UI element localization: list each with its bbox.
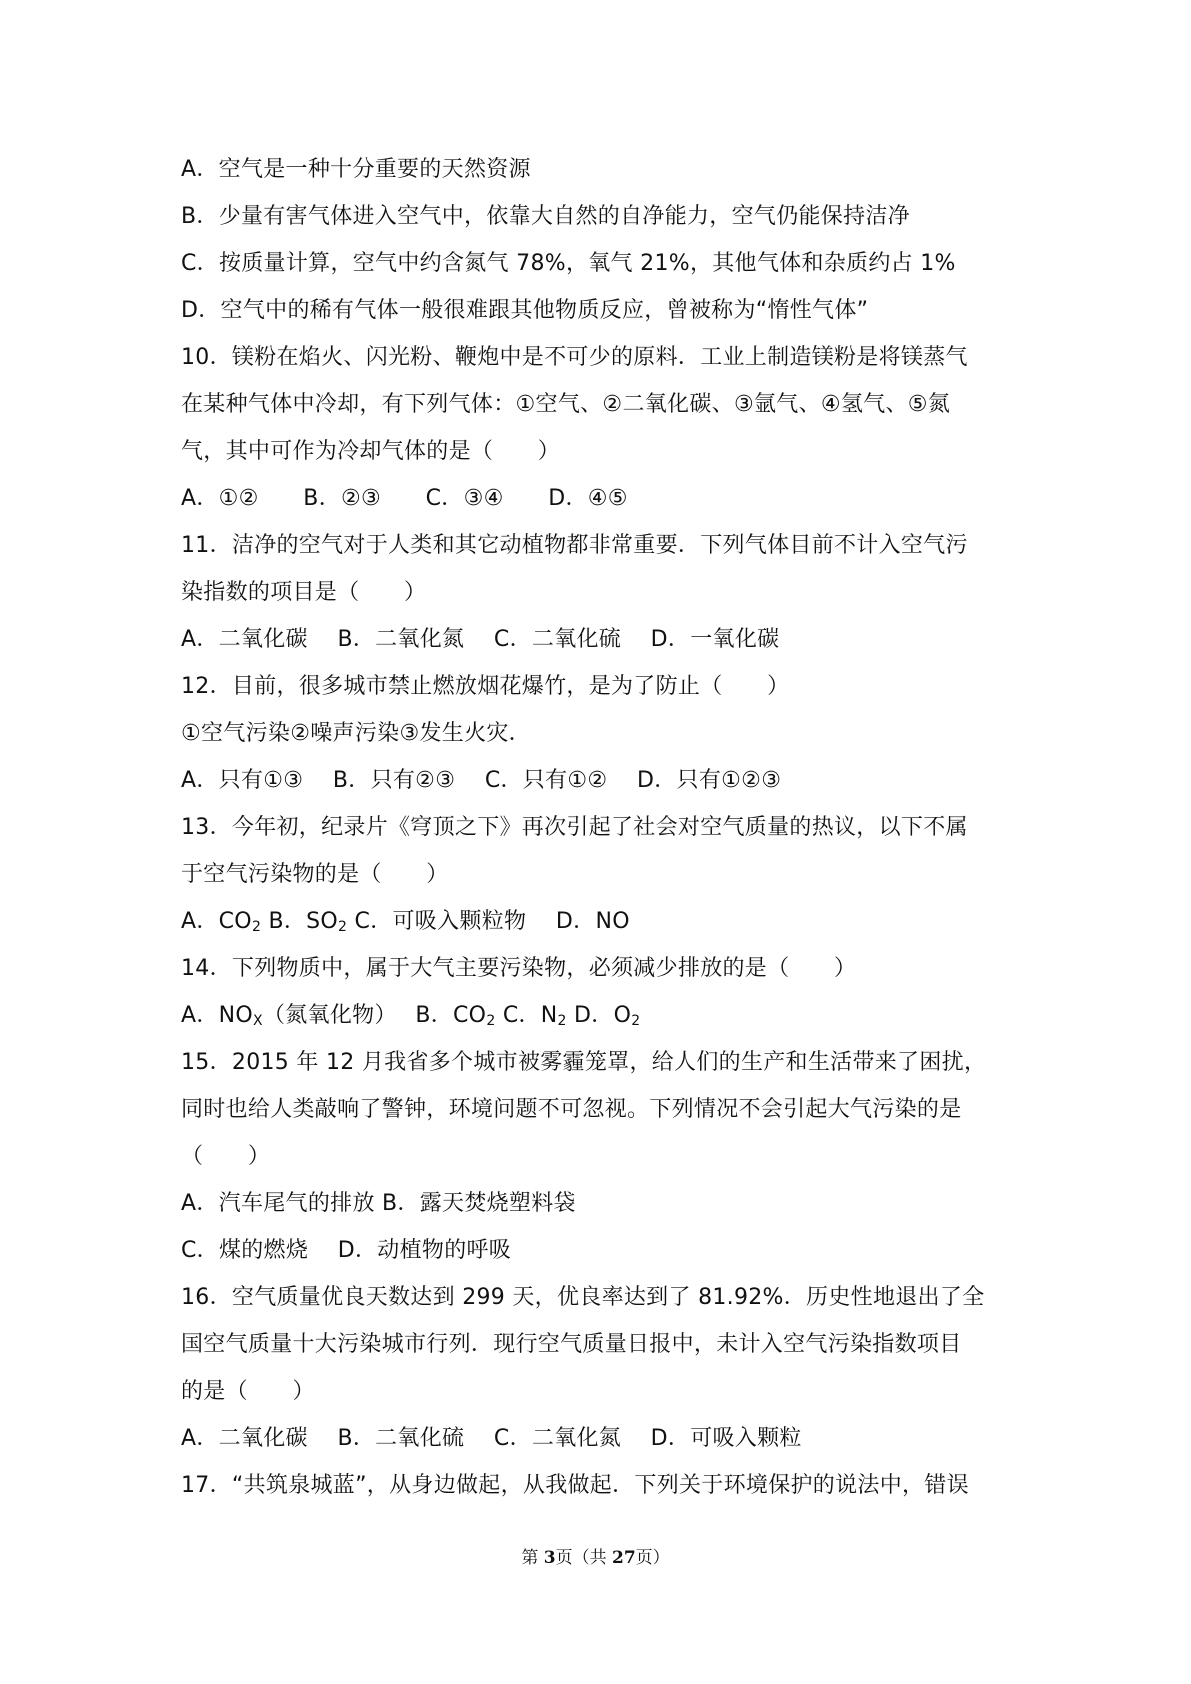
q14-option-a: A．NO: [181, 1003, 254, 1028]
subscript: 2: [631, 1013, 641, 1029]
subscript: 2: [557, 1013, 567, 1029]
page-total: 27: [611, 1548, 636, 1568]
text-line: ①空气污染②噪声污染③发生火灾．: [181, 721, 531, 746]
text-line: 12．目前，很多城市禁止燃放烟花爆竹，是为了防止（ ）: [181, 674, 790, 699]
text-line: A．汽车尾气的排放 B．露天焚烧塑料袋: [181, 1191, 576, 1216]
q14-option-c: C．N: [495, 1003, 558, 1028]
text-line: 同时也给人类敲响了警钟，环境问题不可忽视。下列情况不会引起大气污染的是: [181, 1097, 962, 1122]
subscript: X: [253, 1013, 263, 1029]
subscript: 2: [251, 919, 262, 935]
page-footer: [0, 1543, 1191, 1568]
text-line: 于空气污染物的是（ ）: [181, 862, 449, 887]
text-line: A．二氧化碳 B．二氧化氮 C．二氧化硫 D．一氧化碳: [181, 627, 780, 652]
subscript: 2: [338, 919, 348, 935]
text-line: 的是（ ）: [181, 1379, 315, 1404]
subscript: 2: [486, 1013, 496, 1029]
text-line: 16．空气质量优良天数达到 299 天，优良率达到了 81.92%．历史性地退出了全: [181, 1285, 985, 1310]
text-line: C．煤的燃烧 D．动植物的呼吸: [181, 1238, 512, 1263]
page-number: 3: [543, 1548, 556, 1568]
text-line: D．空气中的稀有气体一般很难跟其他物质反应，曾被称为“惰性气体”: [181, 298, 869, 323]
text-line: 国空气质量十大污染城市行列．现行空气质量日报中，未计入空气污染指数项目: [181, 1332, 962, 1357]
q14-stem: 14．下列物质中，属于大气主要污染物，必须减少排放的是（ ）: [181, 956, 857, 981]
q14-options: [181, 992, 1021, 1039]
text-line: A．二氧化碳 B．二氧化硫 C．二氧化氮 D．可吸入颗粒: [181, 1426, 802, 1451]
q14-option-b: （氮氧化物） B．CO: [262, 1003, 487, 1028]
text-line: 染指数的项目是（ ）: [181, 580, 427, 605]
text-line: 11．洁净的空气对于人类和其它动植物都非常重要．下列气体目前不计入空气污: [181, 533, 968, 558]
text-line: （ ）: [181, 1144, 271, 1169]
text-line: 气，其中可作为冷却气体的是（ ）: [181, 439, 561, 464]
q13-options: [181, 898, 1021, 945]
text-line: A．①② B．②③ C．③④ D．④⑤: [181, 486, 628, 511]
text-line: A．空气是一种十分重要的天然资源: [181, 157, 531, 182]
text-line: 17．“共筑泉城蓝”，从身边做起，从我做起．下列关于环境保护的说法中，错误: [181, 1473, 969, 1498]
text-line: 15．2015 年 12 月我省多个城市被雾霾笼罩，给人们的生产和生活带来了困扰，: [181, 1050, 987, 1075]
q13-option-a: A．CO: [181, 909, 252, 934]
text-line: B．少量有害气体进入空气中，依靠大自然的自净能力，空气仍能保持洁净: [181, 204, 910, 229]
text-line: 10．镁粉在焰火、闪光粉、鞭炮中是不可少的原料．工业上制造镁粉是将镁蒸气: [181, 345, 968, 370]
footer-prefix: 第: [521, 1548, 544, 1568]
q13-option-b: B．SO: [261, 909, 339, 934]
footer-suffix: 页）: [635, 1548, 670, 1568]
q14-option-d: D．O: [566, 1003, 632, 1028]
text-line: A．只有①③ B．只有②③ C．只有①② D．只有①②③: [181, 768, 782, 793]
text-line: 13．今年初，纪录片《穹顶之下》再次引起了社会对空气质量的热议，以下不属: [181, 815, 968, 840]
q13-option-rest: C．可吸入颗粒物 D．NO: [347, 909, 630, 934]
text-line: 在某种气体中冷却，有下列气体：①空气、②二氧化碳、③氩气、④氢气、⑤氮: [181, 392, 951, 417]
footer-mid: 页（共: [555, 1548, 612, 1568]
text-line: C．按质量计算，空气中约含氮气 78%，氧气 21%，其他气体和杂质约占 1%: [181, 251, 956, 276]
question-body: [181, 146, 1021, 1509]
